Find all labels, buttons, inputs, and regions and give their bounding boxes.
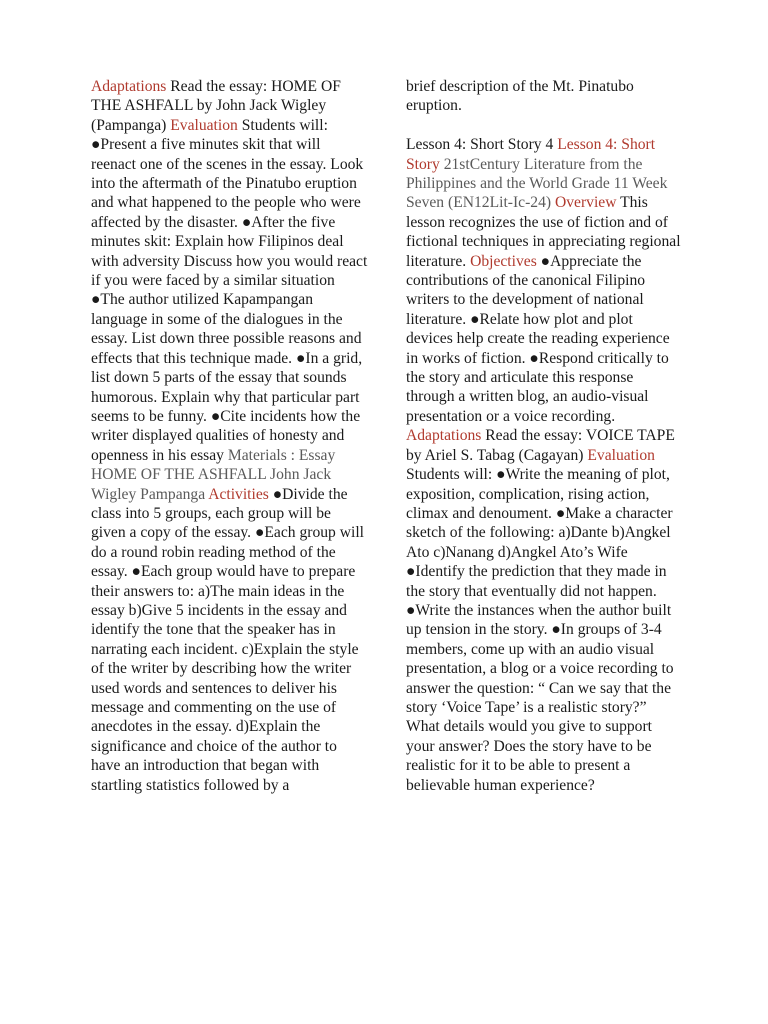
body-text: brief description of the Mt. Pinatubo eruption. <box>406 78 634 115</box>
heading-overview: Overview <box>554 194 617 212</box>
body-text: Students will: ●Present a five minutes skit that will reenact one of the scenes in the essay. Look into the aftermath of the Pinatubo eruption and what happened to the people who were affected by the disaster. ●After the five minutes skit: Explain how Filipinos deal with adversity Discuss how you would react if you were faced by a similar situation ●The author utilized Kapampangan language in some of the dialogues in the essay. List down three possible reasons and effects that this technique made. ●In a grid, list down 5 parts of the essay that sounds humorous. Explain why that particular part seems to be funny. ●Cite incidents how the writer displayed qualities of honesty and openness in his essay <box>91 116 368 464</box>
body-text: Read the essay: HOME OF THE ASHFALL by John Jack Wigley (Pampanga) <box>91 78 341 134</box>
heading-objectives: Objectives <box>470 252 537 270</box>
course-info: 21stCentury Literature from the Philippines and the World Grade 11 Week Seven (EN12Lit-Ic-24) <box>406 155 668 212</box>
heading-adaptations: Adaptations <box>406 427 482 445</box>
heading-activities: Activities <box>208 485 269 503</box>
lesson-section <box>406 135 682 795</box>
lesson-title: Lesson 4: Short Story <box>406 136 656 173</box>
left-column-text <box>91 77 369 795</box>
body-text: Read the essay: VOICE TAPE by Ariel S. Tabag (Cagayan) <box>406 427 675 464</box>
right-column-continuation <box>406 77 682 116</box>
body-text: ●Appreciate the contributions of the canonical Filipino writers to the development of national literature. ●Relate how plot and plot devices help create the reading experience in works of fiction. ●Respond critically to the story and articulate this response through a written blog, an audio-visual presentation or a voice recording. <box>406 252 670 425</box>
left-column <box>91 77 369 795</box>
materials-label: Materials : Essay <box>227 446 336 464</box>
heading-evaluation: Evaluation <box>170 116 238 134</box>
lesson-label: Lesson 4: Short Story 4 <box>406 136 558 154</box>
heading-adaptations: Adaptations <box>91 78 167 95</box>
right-column <box>406 77 682 795</box>
heading-evaluation: Evaluation <box>587 446 655 464</box>
body-text: Students will: ●Write the meaning of plot, exposition, complication, rising action, climax and denoument. ●Make a character sketch of the following: a)Dante b)Angkel Ato c)Nanang d)Angkel Ato’s Wife ●Identify the prediction that they made in the story that eventually did not happen. ●Write the instances when the author built up tension in the story. ●In groups of 3-4 members, come up with an audio visual presentation, a blog or a voice recording to answer the question: “ Can we say that the story ‘Voice Tape’ is a realistic story?” What details would you give to support your answer? Does the story have to be realistic for it to be able to present a believable human experience? <box>406 466 674 794</box>
body-text: This lesson recognizes the use of fiction and of fictional techniques in appreciating regional literature. <box>406 194 681 270</box>
body-text: ●Divide the class into 5 groups, each group will be given a copy of the essay. ●Each group will do a round robin reading method of the essay. ●Each group would have to prepare their answers to: a)The main ideas in the essay b)Give 5 incidents in the essay and identify the tone that the speaker has in narrating each incident. c)Explain the style of the writer by describing how the writer used words and sentences to deliver his message and commenting on the use of anecdotes in the essay. d)Explain the significance and choice of the author to have an introduction that began with startling statistics followed by a <box>91 485 364 794</box>
materials-title: HOME OF THE ASHFALL John Jack Wigley Pampanga <box>91 466 332 503</box>
